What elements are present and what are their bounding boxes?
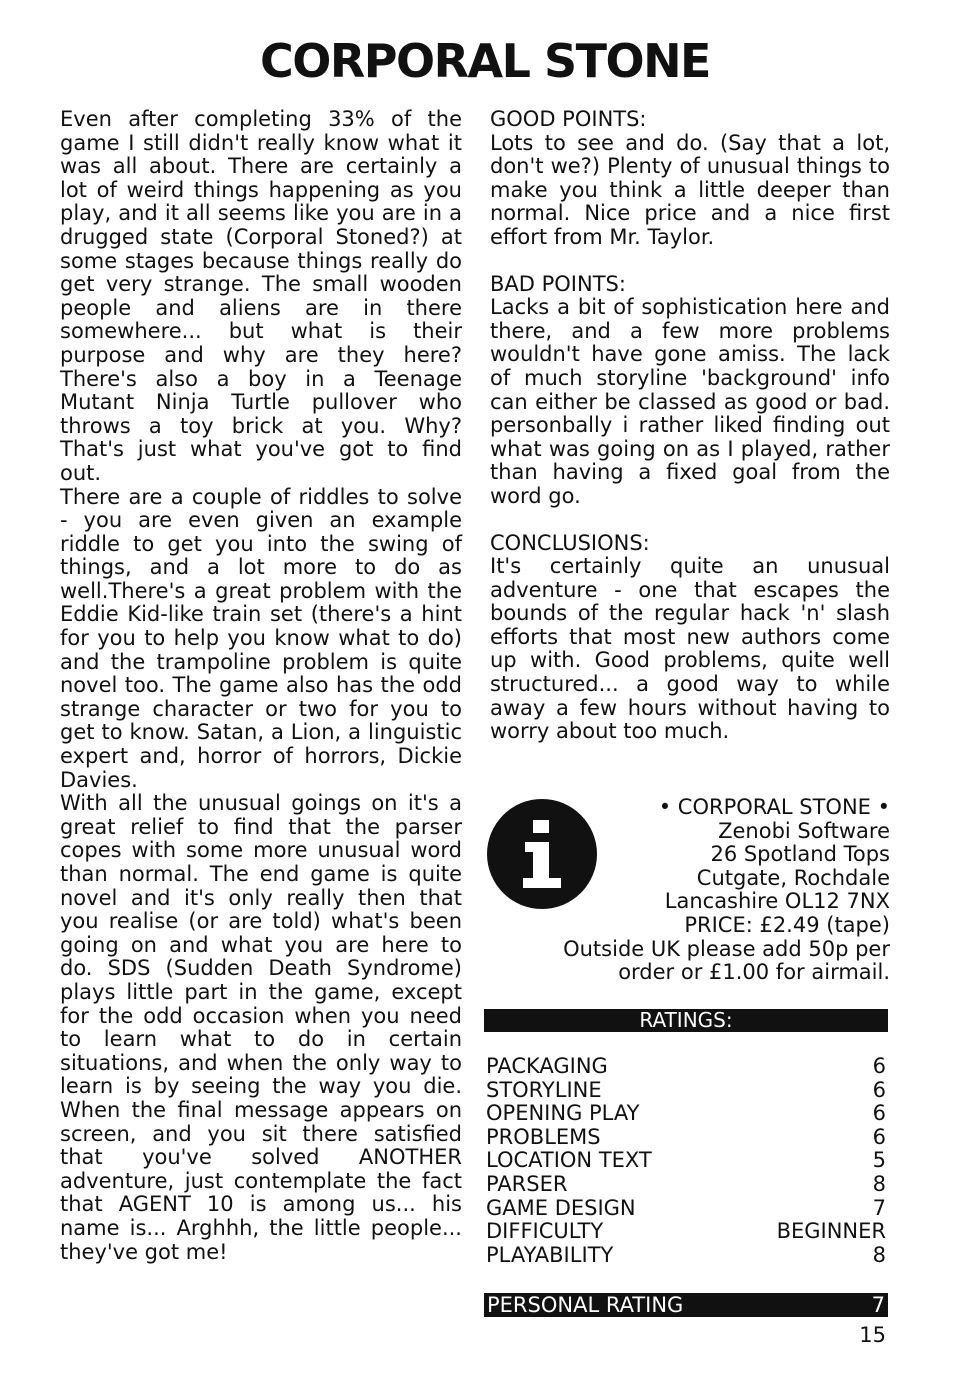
postage-note: Outside UK please add 50p per — [563, 936, 890, 961]
rating-label: OPENING PLAY — [486, 1101, 640, 1126]
ratings-list — [486, 1055, 886, 1267]
page-title: CORPORAL STONE — [260, 34, 710, 88]
rating-value: 8 — [872, 1171, 886, 1196]
rating-label: STORYLINE — [486, 1077, 602, 1102]
rating-row — [486, 1079, 886, 1103]
address-line: 26 Spotland Tops — [710, 842, 890, 867]
game-name-line: • CORPORAL STONE • — [658, 795, 890, 819]
good-points-text: Lots to see and do. (Say that a lot, don't we?) Plenty of unusual things to make you think a little deeper than normal. Nice price and a nice first effort from Mr. Taylor. — [490, 130, 890, 249]
rating-label: PLAYABILITY — [486, 1242, 614, 1267]
rating-row — [486, 1055, 886, 1079]
page-number: 15 — [859, 1323, 886, 1347]
review-body — [60, 108, 462, 1264]
rating-label: PARSER — [486, 1171, 568, 1196]
bad-points-section — [490, 273, 890, 509]
rating-value: 6 — [872, 1124, 886, 1149]
conclusions-heading: CONCLUSIONS: — [490, 530, 650, 555]
rating-row — [486, 1197, 886, 1221]
rating-value: 6 — [872, 1101, 886, 1126]
ratings-header: RATINGS: — [484, 1009, 888, 1032]
price-line: PRICE: £2.49 (tape) — [684, 912, 890, 937]
review-paragraph: There are a couple of riddles to solve - you are even given an example riddle to get you into the swing of things, and a lot more to do as well.There's a great problem with the Eddie Kid-like train set (there's a hint for you to help you know what to do) and the trampoline problem is quite novel too. The game also has the odd strange character or two for you to get to know. Satan, a Lion, a linguistic expert and, horror of horrors, Dickie Davies. — [60, 484, 462, 792]
rating-row — [486, 1220, 886, 1244]
review-paragraph: Even after completing 33% of the game I still didn't really know what it was all about. There are certainly a lot of weird things happening as you play, and it all seems like you are in a drugged state (Corporal Stoned?) at some stages because things really do get very strange. The small wooden people and aliens are in there somewhere... but what is their purpose and why are they here? There's also a boy in a Teenage Mutant Ninja Turtle pullover who throws a toy brick at you. Why? That's just what you've got to find out. — [60, 107, 462, 485]
personal-rating-bar — [484, 1293, 888, 1317]
publisher-details — [490, 796, 890, 985]
good-points-section — [490, 108, 890, 250]
address-line: Lancashire OL12 7NX — [664, 889, 890, 914]
postage-note: order or £1.00 for airmail. — [618, 960, 890, 985]
address-line: Cutgate, Rochdale — [696, 865, 890, 890]
rating-label: LOCATION TEXT — [486, 1148, 652, 1173]
publisher-name: Zenobi Software — [718, 818, 890, 843]
bad-points-text: Lacks a bit of sophistication here and there, and a few more problems wouldn't have gone amiss. The lack of much storyline 'background' info can either be classed as good or bad. personbally i rather liked finding out what was going on as I played, rather than having a fixed goal from the word go. — [490, 295, 890, 508]
rating-value: 5 — [872, 1148, 886, 1173]
rating-row — [486, 1126, 886, 1150]
rating-label: PROBLEMS — [486, 1124, 601, 1149]
rating-label: DIFFICULTY — [486, 1219, 604, 1244]
rating-label: GAME DESIGN — [486, 1195, 636, 1220]
rating-label: PACKAGING — [486, 1054, 608, 1078]
conclusions-text: It's certainly quite an unusual adventure - one that escapes the bounds of the regular hack 'n' slash efforts that most new authors come up with. Good problems, quite well structured... a good way to while away a few hours without having to worry about too much. — [490, 554, 890, 744]
rating-row — [486, 1102, 886, 1126]
rating-value: BEGINNER — [776, 1219, 886, 1244]
rating-row — [486, 1173, 886, 1197]
personal-rating-label: PERSONAL RATING — [487, 1293, 684, 1317]
rating-row — [486, 1149, 886, 1173]
bad-points-heading: BAD POINTS: — [490, 271, 626, 296]
conclusions-section — [490, 532, 890, 744]
review-summary — [490, 108, 890, 767]
game-info-block — [486, 796, 890, 988]
rating-value: 6 — [872, 1054, 886, 1078]
good-points-heading: GOOD POINTS: — [490, 107, 647, 131]
rating-value: 6 — [872, 1077, 886, 1102]
rating-row — [486, 1244, 886, 1268]
personal-rating-value: 7 — [871, 1293, 885, 1317]
review-paragraph: With all the unusual goings on it's a great relief to find that the parser copes with some more unusual word than normal. The end game is quite novel and it's only really then that you realise (or are told) what's been going on and what you are here to do. SDS (Sudden Death Syndrome) plays little part in the game, except for the odd occasion when you need to learn what to do in certain situations, and when the only way to learn is by seeing the way you die. When the final message appears on screen, and you sit there satisfied that you've solved ANOTHER adventure, just contemplate the fact that AGENT 10 is among us... his name is... Arghhh, the little people... they've got me! — [60, 791, 462, 1264]
rating-value: 8 — [872, 1242, 886, 1267]
rating-value: 7 — [872, 1195, 886, 1220]
